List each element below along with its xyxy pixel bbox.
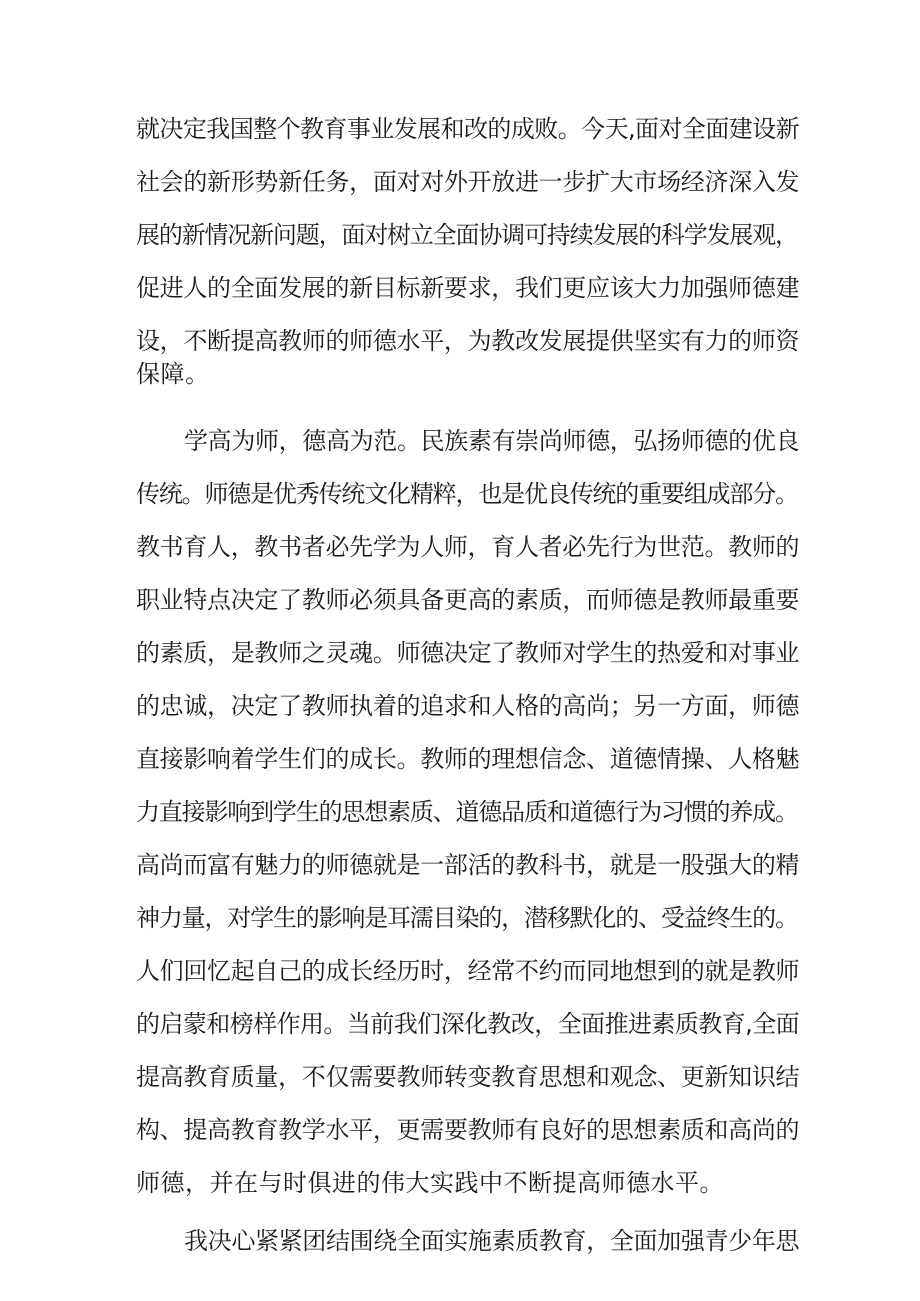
text-line: 展的新情况新问题，面对树立全面协调可持续发展的科学发展观， [136, 221, 798, 249]
text-line: 提高教育质量，不仅需要教师转变教育思想和观念、更新知识结 [136, 1063, 800, 1091]
text-line: 的忠诚，决定了教师执着的追求和人格的高尚；另一方面，师德 [136, 692, 800, 720]
text-line: 就决定我国整个教育事业发展和改的成败。今天,面对全面建设新 [136, 115, 800, 143]
text-line: 的素质，是教师之灵魂。师德决定了教师对学生的热爱和对事业 [136, 639, 800, 667]
text-line: 保障。 [136, 360, 210, 388]
text-line: 神力量，对学生的影响是耳濡目染的，潜移默化的、受益终生的。 [136, 904, 798, 932]
text-line: 传统。师德是优秀传统文化精粹，也是优良传统的重要组成部分。 [136, 480, 798, 508]
text-line: 社会的新形势新任务，面对对外开放进一步扩大市场经济深入发 [136, 168, 800, 196]
text-line: 设，不断提高教师的师德水平，为教改发展提供坚实有力的师资 [136, 327, 800, 355]
text-line: 人们回忆起自己的成长经历时，经常不约而同地想到的就是教师 [136, 957, 800, 985]
text-line: 促进人的全面发展的新目标新要求，我们更应该大力加强师德建 [136, 274, 800, 302]
text-line: 直接影响着学生们的成长。教师的理想信念、道德情操、人格魅 [136, 745, 800, 773]
text-line: 教书育人，教书者必先学为人师，育人者必先行为世范。教师的 [136, 533, 800, 561]
text-line: 职业特点决定了教师必须具备更高的素质，而师德是教师最重要 [136, 586, 800, 614]
text-line: 构、提高教育教学水平，更需要教师有良好的思想素质和高尚的 [136, 1116, 800, 1144]
paragraph-first-line: 学高为师，德高为范。民族素有崇尚师德，弘扬师德的优良 [184, 427, 800, 455]
paragraph-first-line: 我决心紧紧团结围绕全面实施素质教育，全面加强青少年思 [184, 1227, 800, 1255]
text-line: 高尚而富有魅力的师德就是一部活的教科书，就是一股强大的精 [136, 851, 800, 879]
text-line: 师德，并在与时俱进的伟大实践中不断提高师德水平。 [136, 1169, 724, 1197]
text-line: 的启蒙和榜样作用。当前我们深化教改，全面推进素质教育,全面 [136, 1010, 800, 1038]
text-line: 力直接影响到学生的思想素质、道德品质和道德行为习惯的养成。 [136, 798, 798, 826]
